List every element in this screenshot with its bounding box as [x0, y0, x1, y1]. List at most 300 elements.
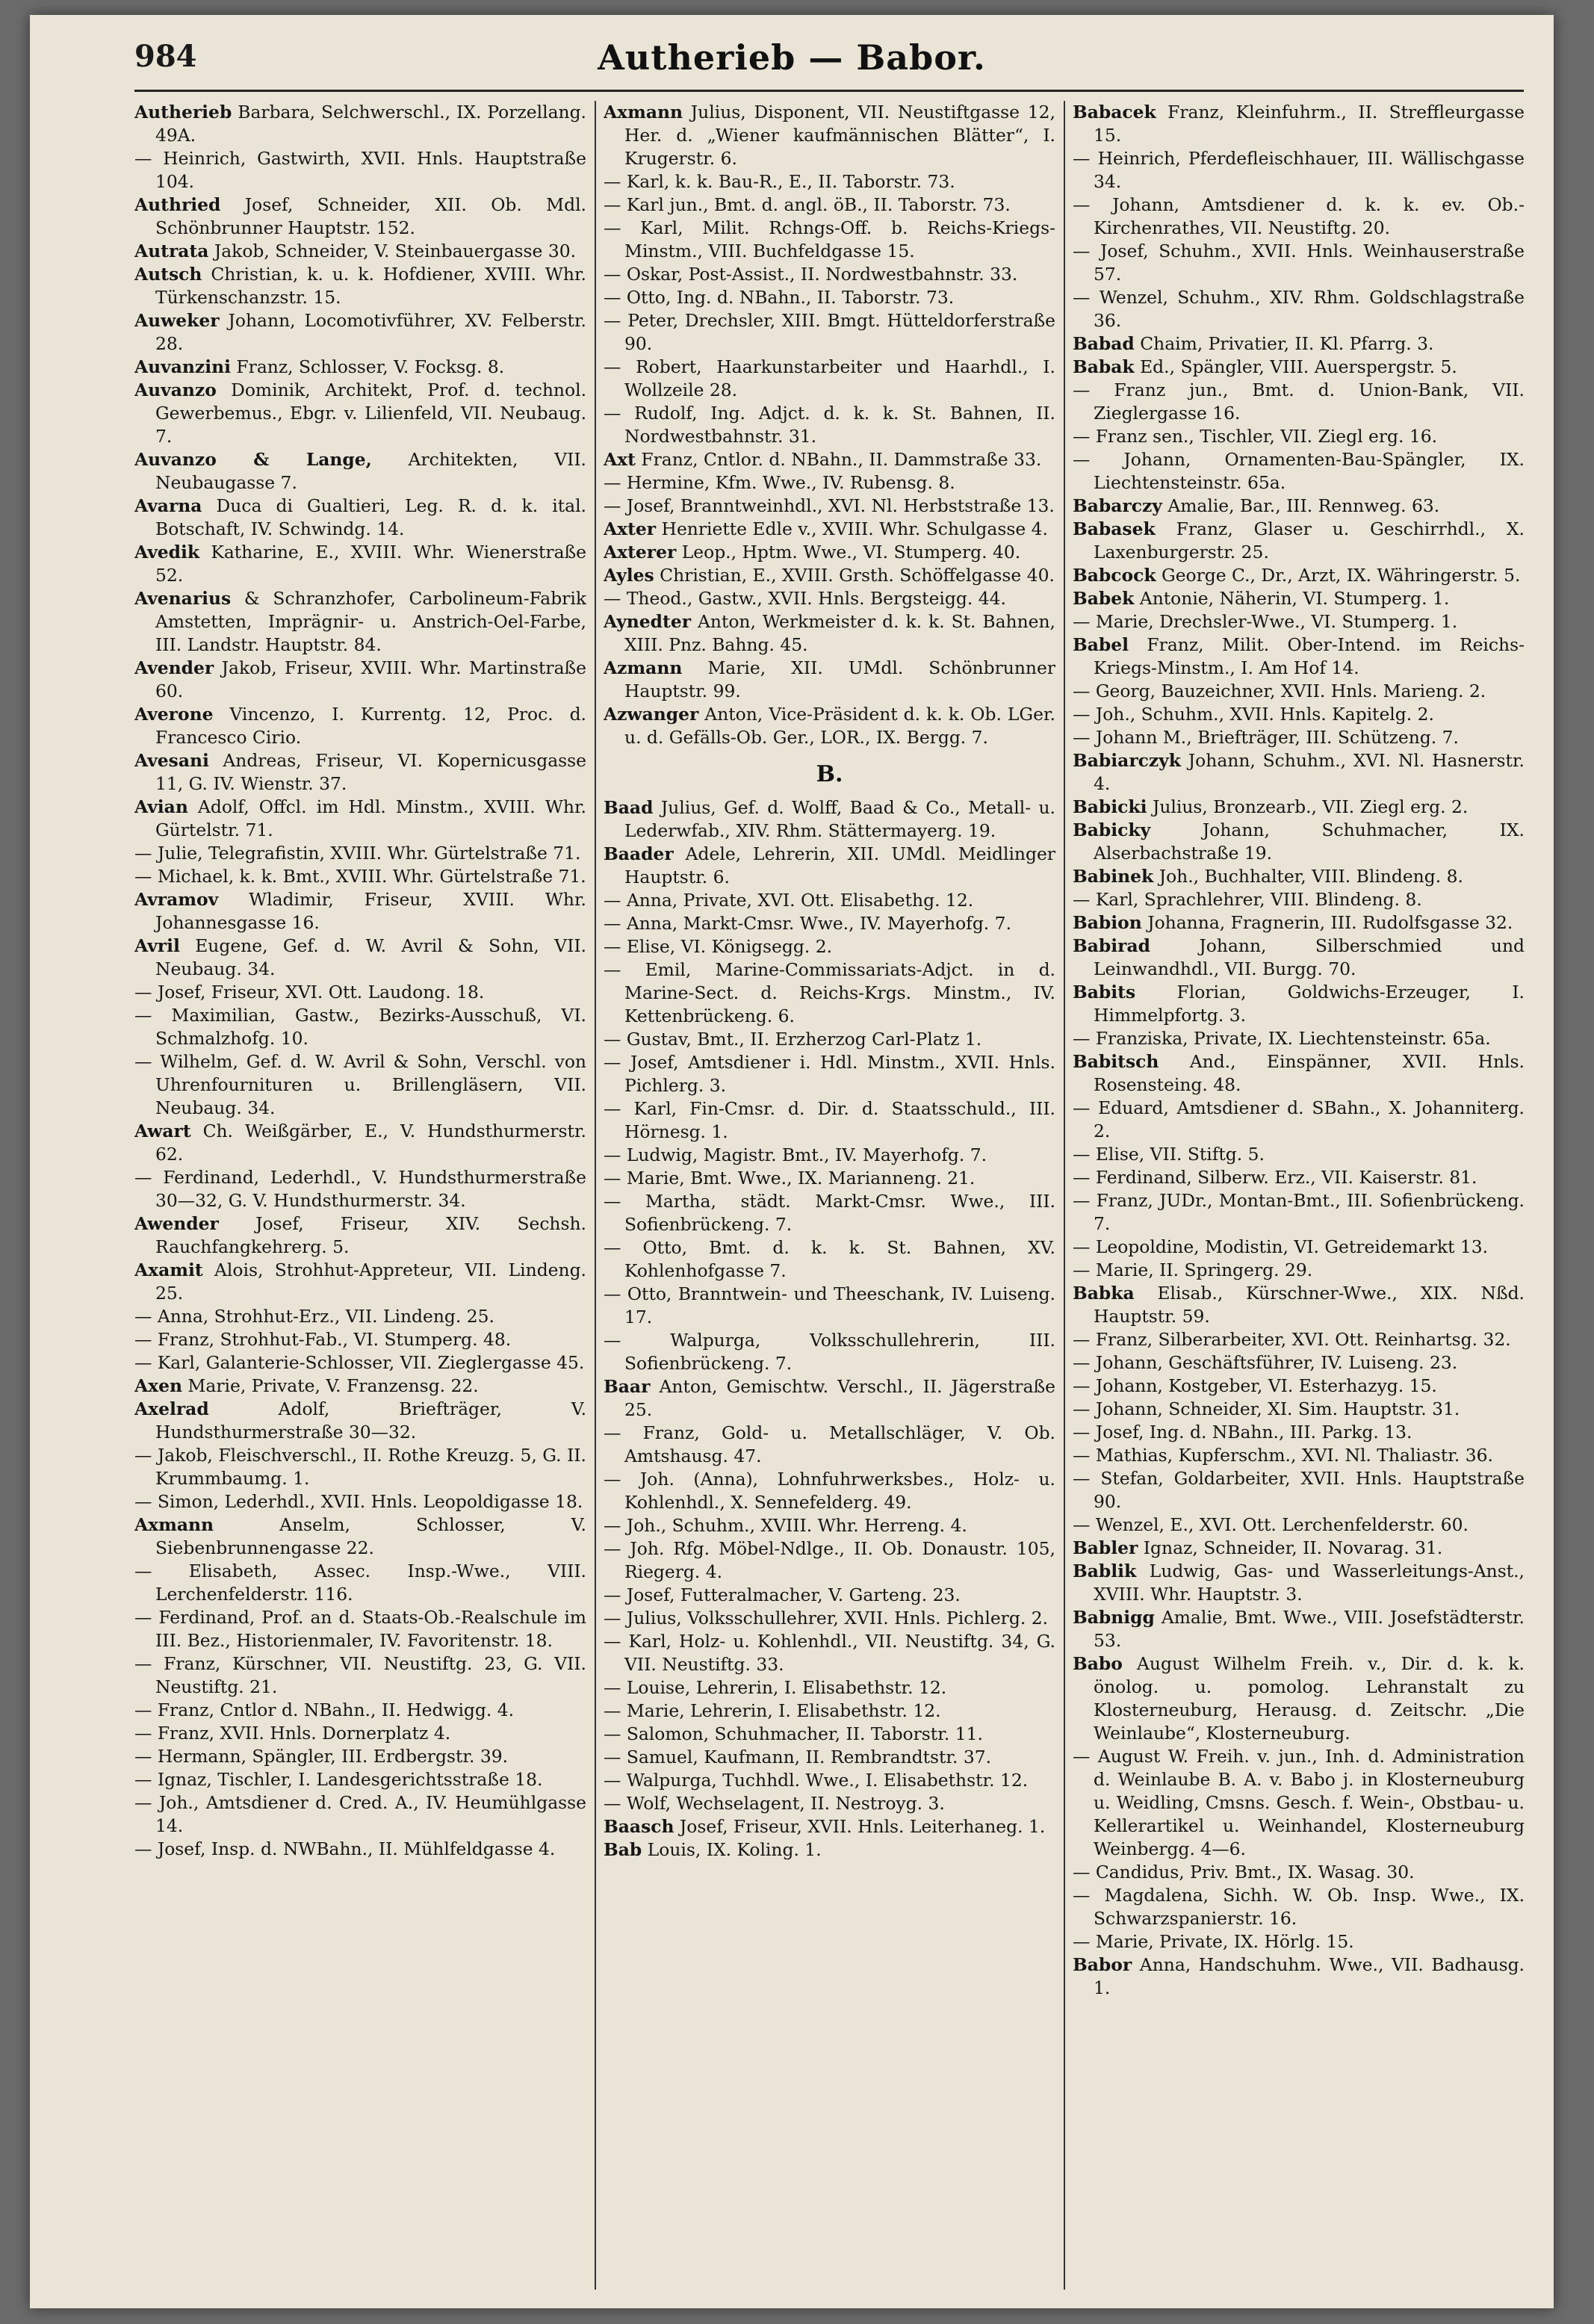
entry-text: Joh., Buchhalter, VIII. Blindeng. 8. — [1153, 866, 1463, 887]
directory-entry — [604, 1329, 1055, 1375]
entry-text: Chaim, Privatier, II. Kl. Pfarrg. 3. — [1134, 333, 1434, 354]
entry-text: — Franz, Strohhut-Fab., VI. Stumperg. 48. — [134, 1329, 512, 1350]
entry-text: — Marie, Bmt. Wwe., IX. Marianneng. 21. — [604, 1168, 976, 1189]
column-1 — [134, 101, 586, 2290]
entry-surname: Axt — [604, 449, 636, 470]
entry-text: — Marie, Lehrerin, I. Elisabethstr. 12. — [604, 1700, 941, 1721]
directory-entry — [1073, 1560, 1525, 1606]
directory-entry — [134, 193, 586, 240]
directory-entry — [134, 448, 586, 495]
entry-surname: Avenarius — [134, 588, 232, 609]
directory-entry — [604, 610, 1055, 657]
entry-text: — Johann, Kostgeber, VI. Esterhazyg. 15. — [1073, 1375, 1437, 1396]
entry-text: — Marie, II. Springerg. 29. — [1073, 1259, 1313, 1280]
directory-entry — [134, 1212, 586, 1259]
entry-surname: Aynedter — [604, 611, 692, 632]
directory-entry — [604, 1514, 1055, 1537]
entry-text: — Karl, Sprachlehrer, VIII. Blindeng. 8. — [1073, 889, 1422, 910]
entry-surname: Azwanger — [604, 704, 699, 725]
entry-surname: Babel — [1073, 634, 1129, 655]
entry-surname: Bab — [604, 1839, 642, 1860]
entry-surname: Babasek — [1073, 518, 1156, 539]
directory-entry — [134, 703, 586, 749]
directory-entry — [1073, 1606, 1525, 1652]
directory-entry — [134, 101, 586, 147]
entry-text: Adolf, Briefträger, V. Hundsthurmerstraße 30—32. — [155, 1398, 586, 1443]
entry-text: — Eduard, Amtsdiener d. SBahn., X. Johanniterg. 2. — [1073, 1097, 1525, 1141]
entry-text: — Elise, VII. Stiftg. 5. — [1073, 1144, 1265, 1165]
directory-entry — [604, 1792, 1055, 1815]
directory-entry — [604, 1723, 1055, 1746]
entry-surname: Baad — [604, 797, 654, 818]
entry-text: — Otto, Bmt. d. k. k. St. Bahnen, XV. Kohlenhofgasse 7. — [604, 1237, 1055, 1281]
header-rule — [134, 90, 1524, 92]
entry-text: — Emil, Marine-Commissariats-Adjct. in d. Marine-Sect. d. Reichs-Krgs. Minstm., IV. Kettenbrückeng. 6. — [604, 959, 1055, 1026]
entry-text: — Theod., Gastw., XVII. Hnls. Bergsteigg. 44. — [604, 588, 1006, 609]
entry-surname: Babinek — [1073, 866, 1154, 887]
entry-surname: Averone — [134, 704, 214, 725]
entry-text: — Heinrich, Gastwirth, XVII. Hnls. Hauptstraße 104. — [134, 148, 586, 192]
directory-entry — [604, 286, 1055, 309]
directory-entry — [134, 1444, 586, 1490]
directory-entry — [1073, 286, 1525, 332]
directory-entry — [604, 1190, 1055, 1236]
entry-surname: Babad — [1073, 333, 1135, 354]
directory-entry — [604, 1097, 1055, 1144]
entry-text: — Karl, Galanterie-Schlosser, VII. Zieglergasse 45. — [134, 1352, 585, 1373]
entry-text: Franz, Glaser u. Geschirrhdl., X. Laxenburgerstr. 25. — [1094, 518, 1525, 563]
directory-entry — [1073, 1861, 1525, 1884]
directory-entry — [134, 796, 586, 842]
directory-entry — [604, 402, 1055, 448]
entry-text: — Martha, städt. Markt-Cmsr. Wwe., III. Sofienbrückeng. 7. — [604, 1191, 1055, 1235]
entry-surname: Avender — [134, 657, 214, 678]
directory-entry — [1073, 193, 1525, 240]
entry-text: Adele, Lehrerin, XII. UMdl. Meidlinger Hauptstr. 6. — [624, 843, 1055, 887]
directory-entry — [134, 1050, 586, 1120]
directory-entry — [134, 495, 586, 541]
directory-entry — [1073, 332, 1525, 356]
directory-entry — [604, 356, 1055, 402]
directory-entry — [1073, 1166, 1525, 1189]
directory-entry — [1073, 564, 1525, 587]
entry-text: — Mathias, Kupferschm., XVI. Nl. Thaliastr. 36. — [1073, 1445, 1493, 1466]
directory-entry — [604, 1584, 1055, 1607]
entry-surname: Babacek — [1073, 102, 1156, 123]
directory-entry — [604, 1630, 1055, 1676]
entry-text: — Ferdinand, Prof. an d. Staats-Ob.-Realschule im III. Bez., Historienmaler, IV. Favoritenstr. 18. — [134, 1607, 586, 1651]
directory-entry — [134, 1513, 586, 1560]
entry-text: — Walpurga, Volksschullehrerin, III. Sofienbrückeng. 7. — [604, 1330, 1055, 1374]
entry-text: Julius, Disponent, VII. Neustiftgasse 12, Her. d. „Wiener kaufmännischen Blätter“, I. Krugerstr. 6. — [624, 102, 1055, 169]
entry-surname: Babcock — [1073, 565, 1156, 586]
entry-text: — Wilhelm, Gef. d. W. Avril & Sohn, Verschl. von Uhrenfournituren u. Brillengläsern, VII. Neubaug. 34. — [134, 1051, 586, 1118]
page-number: 984 — [134, 39, 197, 74]
running-head: Autherieb — Babor. — [598, 37, 986, 78]
entry-text: Johann, Schuhmacher, IX. Alserbachstraße 19. — [1094, 819, 1525, 864]
directory-entry — [604, 1468, 1055, 1514]
entry-text: — Joh. (Anna), Lohnfuhrwerksbes., Holz- u. Kohlenhdl., X. Sennefelderg. 49. — [604, 1469, 1055, 1513]
directory-entry — [1073, 703, 1525, 726]
entry-text: — Louise, Lehrerin, I. Elisabethstr. 12. — [604, 1677, 947, 1698]
entry-text: Wladimir, Friseur, XVIII. Whr. Johannesgasse 16. — [155, 889, 586, 933]
directory-entry — [134, 1652, 586, 1699]
directory-entry — [604, 796, 1055, 843]
entry-surname: Auvanzo — [134, 379, 217, 400]
column-divider — [1064, 101, 1065, 2290]
directory-entry — [604, 1375, 1055, 1422]
entry-text: — Ferdinand, Silberw. Erz., VII. Kaiserstr. 81. — [1073, 1167, 1477, 1188]
directory-entry — [604, 170, 1055, 193]
entry-text: — Elise, VI. Königsegg. 2. — [604, 936, 833, 957]
entry-surname: Axmann — [604, 102, 683, 123]
entry-surname: Awender — [134, 1213, 219, 1234]
entry-text: — Franziska, Private, IX. Liechtensteinstr. 65a. — [1073, 1028, 1491, 1049]
entry-surname: Avesani — [134, 750, 209, 771]
directory-entry — [604, 495, 1055, 518]
directory-entry — [134, 1166, 586, 1212]
directory-entry — [1073, 101, 1525, 147]
entry-text: Dominik, Architekt, Prof. d. technol. Gewerbemus., Ebgr. v. Lilienfeld, VII. Neubaug. 7. — [155, 379, 586, 447]
directory-entry — [134, 888, 586, 935]
entry-text: — Johann M., Briefträger, III. Schützeng. 7. — [1073, 727, 1459, 748]
entry-surname: Babicki — [1073, 796, 1147, 817]
directory-entry — [604, 1676, 1055, 1699]
entry-surname: Babion — [1073, 912, 1142, 933]
directory-entry — [134, 379, 586, 448]
entry-text: Barbara, Selchwerschl., IX. Porzellang. 49A. — [155, 102, 586, 146]
column-2 — [604, 101, 1055, 2290]
directory-entry — [1073, 1930, 1525, 1953]
directory-entry — [134, 1838, 586, 1861]
entry-text: George C., Dr., Arzt, IX. Währingerstr. 5. — [1156, 565, 1521, 586]
entry-text: — Johann, Geschäftsführer, IV. Luiseng. 23. — [1073, 1352, 1458, 1373]
entry-text: Josef, Friseur, XVII. Hnls. Leiterhaneg. 1. — [674, 1816, 1046, 1837]
entry-text: Anton, Werkmeister d. k. k. St. Bahnen, XIII. Pnz. Bahng. 45. — [624, 611, 1055, 655]
directory-entry — [604, 912, 1055, 935]
entry-surname: Auweker — [134, 310, 220, 331]
directory-entry — [134, 1722, 586, 1745]
directory-entry — [604, 958, 1055, 1028]
directory-entry — [604, 471, 1055, 495]
directory-entry — [1073, 888, 1525, 911]
entry-surname: Autherieb — [134, 102, 232, 123]
column-divider — [595, 101, 596, 2290]
entry-text: — Karl, Holz- u. Kohlenhdl., VII. Neustiftg. 34, G. VII. Neustiftg. 33. — [604, 1631, 1055, 1675]
directory-entry — [1073, 1537, 1525, 1560]
entry-surname: Avedik — [134, 542, 200, 563]
directory-entry — [1073, 1513, 1525, 1537]
directory-entry — [1073, 911, 1525, 935]
entry-text: Amalie, Bar., III. Rennweg. 63. — [1162, 495, 1440, 516]
entry-text: — Marie, Drechsler-Wwe., VI. Stumperg. 1. — [1073, 611, 1458, 632]
directory-entry — [1073, 680, 1525, 703]
entry-surname: Babo — [1073, 1653, 1123, 1674]
directory-entry — [1073, 147, 1525, 193]
directory-entry — [604, 1051, 1055, 1097]
directory-entry — [1073, 1050, 1525, 1097]
entry-text: Anton, Gemischtw. Verschl., II. Jägerstraße 25. — [624, 1376, 1055, 1420]
directory-entry — [134, 263, 586, 309]
directory-entry — [1073, 633, 1525, 680]
directory-entry — [1073, 749, 1525, 796]
entry-text: — Johann, Amtsdiener d. k. k. ev. Ob.-Kirchenrathes, VII. Neustiftg. 20. — [1073, 194, 1525, 238]
entry-text: — Wolf, Wechselagent, II. Nestroyg. 3. — [604, 1793, 945, 1814]
entry-surname: Babitsch — [1073, 1051, 1159, 1072]
entry-text: — Franz jun., Bmt. d. Union-Bank, VII. Zieglergasse 16. — [1073, 379, 1525, 424]
entry-text: — Magdalena, Sichh. W. Ob. Insp. Wwe., IX. Schwarzspanierstr. 16. — [1073, 1885, 1525, 1929]
entry-text: — Robert, Haarkunstarbeiter und Haarhdl., I. Wollzeile 28. — [604, 356, 1055, 400]
entry-text: — Simon, Lederhdl., XVII. Hnls. Leopoldigasse 18. — [134, 1491, 583, 1512]
section-letter: B. — [816, 761, 843, 787]
entry-text: Johanna, Fragnerin, III. Rudolfsgasse 32. — [1141, 912, 1513, 933]
directory-entry — [604, 703, 1055, 749]
directory-entry — [134, 587, 586, 657]
entry-text: — Stefan, Goldarbeiter, XVII. Hnls. Hauptstraße 90. — [1073, 1468, 1525, 1512]
entry-text: Henriette Edle v., XVIII. Whr. Schulgasse 4. — [656, 518, 1048, 539]
directory-entry — [134, 1768, 586, 1791]
entry-text: — Josef, Amtsdiener i. Hdl. Minstm., XVII. Hnls. Pichlerg. 3. — [604, 1052, 1055, 1096]
entry-text: — Josef, Schuhm., XVII. Hnls. Weinhauserstraße 57. — [1073, 241, 1525, 285]
entry-surname: Authried — [134, 194, 221, 215]
entry-text: — Gustav, Bmt., II. Erzherzog Carl-Platz 1. — [604, 1029, 982, 1050]
entry-text: — Julius, Volksschullehrer, XVII. Hnls. Pichlerg. 2. — [604, 1608, 1049, 1629]
directory-entry — [1073, 981, 1525, 1027]
directory-entry — [604, 1236, 1055, 1283]
directory-entry — [134, 981, 586, 1004]
directory-entry — [604, 1167, 1055, 1190]
entry-text: — Otto, Ing. d. NBahn., II. Taborstr. 73. — [604, 287, 955, 308]
entry-text: — Anna, Strohhut-Erz., VII. Lindeng. 25. — [134, 1306, 494, 1327]
directory-entry — [134, 1375, 586, 1398]
directory-entry — [1073, 796, 1525, 819]
entry-text: — Josef, Friseur, XVI. Ott. Laudong. 18. — [134, 982, 485, 1003]
entry-surname: Avian — [134, 796, 188, 817]
entry-text: Julius, Bronzearb., VII. Ziegl erg. 2. — [1147, 796, 1469, 817]
entry-surname: Babarczy — [1073, 495, 1162, 516]
directory-entry — [604, 1699, 1055, 1723]
entry-text: Julius, Gef. d. Wolff, Baad & Co., Metall- u. Lederwfab., XIV. Rhm. Stättermayerg. 19. — [624, 797, 1055, 841]
entry-text: — Franz, Kürschner, VII. Neustiftg. 23, G. VII. Neustiftg. 21. — [134, 1653, 586, 1697]
directory-entry — [1073, 425, 1525, 448]
entry-surname: Babits — [1073, 982, 1136, 1003]
entry-text: Ch. Weißgärber, E., V. Hundsthurmerstr. 62. — [155, 1121, 586, 1165]
entry-text: — Rudolf, Ing. Adjct. d. k. k. St. Bahnen, II. Nordwestbahnstr. 31. — [604, 403, 1055, 447]
entry-text: — Samuel, Kaufmann, II. Rembrandtstr. 37. — [604, 1747, 992, 1767]
directory-entry — [1073, 1097, 1525, 1143]
entry-surname: Awart — [134, 1121, 191, 1141]
directory-entry — [604, 1769, 1055, 1792]
entry-surname: Babka — [1073, 1283, 1135, 1304]
directory-entry — [604, 263, 1055, 286]
entry-text: — Elisabeth, Assec. Insp.-Wwe., VIII. Lerchenfelderstr. 116. — [134, 1561, 586, 1605]
directory-entry — [604, 1815, 1055, 1838]
entry-surname: Baar — [604, 1376, 651, 1397]
directory-entry — [1073, 1745, 1525, 1861]
directory-entry — [134, 1745, 586, 1768]
entry-text: Johann, Schuhm., XVI. Nl. Hasnerstr. 4. — [1094, 750, 1525, 794]
directory-entry — [134, 1398, 586, 1444]
directory-entry — [604, 1283, 1055, 1329]
directory-entry — [134, 1305, 586, 1328]
entry-text: — Otto, Branntwein- und Theeschank, IV. Luiseng. 17. — [604, 1283, 1055, 1327]
directory-entry — [1073, 1328, 1525, 1351]
entry-text: And., Einspänner, XVII. Hnls. Rosensteing. 48. — [1094, 1051, 1525, 1095]
entry-surname: Bablik — [1073, 1561, 1137, 1581]
directory-entry — [604, 1607, 1055, 1630]
directory-entry — [1073, 1351, 1525, 1375]
directory-entry — [1073, 1282, 1525, 1328]
entry-text: — Franz, XVII. Hnls. Dornerplatz 4. — [134, 1723, 451, 1744]
directory-entry — [1073, 1467, 1525, 1513]
directory-entry — [1073, 518, 1525, 564]
entry-surname: Autrata — [134, 241, 209, 261]
directory-entry — [604, 448, 1055, 471]
entry-surname: Avril — [134, 935, 180, 956]
directory-entry — [1073, 448, 1525, 495]
entry-text: Ed., Spängler, VIII. Auerspergstr. 5. — [1134, 356, 1457, 377]
directory-entry — [604, 101, 1055, 170]
entry-text: — Julie, Telegrafistin, XVIII. Whr. Gürtelstraße 71. — [134, 843, 581, 864]
directory-entry — [604, 564, 1055, 587]
entry-surname: Babirad — [1073, 935, 1151, 956]
directory-entry — [1073, 1421, 1525, 1444]
directory-entry — [604, 1144, 1055, 1167]
entry-text: — Wenzel, Schuhm., XIV. Rhm. Goldschlagstraße 36. — [1073, 287, 1525, 331]
directory-entry — [1073, 819, 1525, 865]
entry-text: Elisab., Kürschner-Wwe., XIX. Nßd. Hauptstr. 59. — [1094, 1283, 1525, 1327]
entry-text: Johann, Locomotivführer, XV. Felberstr. 28. — [155, 310, 586, 354]
directory-entry — [604, 843, 1055, 889]
directory-entry — [134, 1004, 586, 1050]
entry-text: — Joh. Rfg. Möbel-Ndlge., II. Ob. Donaustr. 105, Riegerg. 4. — [604, 1538, 1055, 1582]
entry-text: Amalie, Bmt. Wwe., VIII. Josefstädterstr. 53. — [1094, 1607, 1525, 1651]
directory-entry — [1073, 587, 1525, 610]
directory-entry — [604, 518, 1055, 541]
directory-entry — [1073, 356, 1525, 379]
directory-entry — [134, 541, 586, 587]
directory-entry — [1073, 865, 1525, 888]
entry-text: Antonie, Näherin, VI. Stumperg. 1. — [1134, 588, 1450, 609]
directory-columns — [134, 101, 1524, 2290]
directory-entry — [1073, 1375, 1525, 1398]
entry-text: — Ferdinand, Lederhdl., V. Hundsthurmerstraße 30—32, G. V. Hundsthurmerstr. 34. — [134, 1167, 586, 1211]
directory-entry — [604, 587, 1055, 610]
entry-surname: Axen — [134, 1375, 182, 1396]
entry-text: — Peter, Drechsler, XIII. Bmgt. Hütteldorferstraße 90. — [604, 310, 1055, 354]
entry-surname: Auvanzini — [134, 356, 231, 377]
directory-entry — [604, 1746, 1055, 1769]
entry-text: August Wilhelm Freih. v., Dir. d. k. k. önolog. u. pomolog. Lehranstalt zu Klosterneuburg, Herausg. d. Zeitschr. „Die Weinlaube“, Klosterneuburg. — [1094, 1653, 1525, 1744]
entry-text: — Anna, Markt-Cmsr. Wwe., IV. Mayerhofg. 7. — [604, 913, 1011, 934]
entry-surname: Baader — [604, 843, 674, 864]
directory-entry — [134, 1699, 586, 1722]
entry-text: — Franz, Cntlor d. NBahn., II. Hedwigg. 4. — [134, 1699, 515, 1720]
entry-surname: Ayles — [604, 565, 654, 586]
entry-text: — Joh., Schuhm., XVIII. Whr. Herreng. 4. — [604, 1515, 967, 1536]
directory-entry — [134, 749, 586, 796]
entry-text: Marie, Private, V. Franzensg. 22. — [182, 1375, 479, 1396]
directory-entry — [604, 889, 1055, 912]
entry-text: Adolf, Offcl. im Hdl. Minstm., XVIII. Whr. Gürtelstr. 71. — [155, 796, 586, 840]
directory-entry — [1073, 1027, 1525, 1050]
entry-text: — Franz, JUDr., Montan-Bmt., III. Sofienbrückeng. 7. — [1073, 1190, 1525, 1234]
entry-text: — Josef, Branntweinhdl., XVI. Nl. Herbststraße 13. — [604, 495, 1055, 516]
directory-entry — [134, 309, 586, 356]
directory-entry — [1073, 1259, 1525, 1282]
entry-text: Franz, Schlosser, V. Focksg. 8. — [230, 356, 505, 377]
directory-entry — [604, 1422, 1055, 1468]
entry-text: Katharine, E., XVIII. Whr. Wienerstraße 52. — [155, 542, 586, 586]
directory-entry — [134, 1328, 586, 1351]
directory-entry — [134, 1560, 586, 1606]
entry-surname: Azmann — [604, 657, 683, 678]
directory-entry — [134, 147, 586, 193]
entry-text: Anna, Handschuhm. Wwe., VII. Badhausg. 1. — [1094, 1954, 1525, 1998]
entry-text: Jakob, Friseur, XVIII. Whr. Martinstraße 60. — [155, 657, 586, 701]
directory-entry — [604, 193, 1055, 217]
entry-surname: Baasch — [604, 1816, 674, 1837]
entry-text: — Marie, Private, IX. Hörlg. 15. — [1073, 1931, 1354, 1952]
directory-entry — [604, 1537, 1055, 1584]
directory-entry — [604, 1028, 1055, 1051]
entry-surname: Babek — [1073, 588, 1135, 609]
entry-surname: Babler — [1073, 1537, 1138, 1558]
directory-entry — [604, 935, 1055, 958]
entry-text: Christian, E., XVIII. Grsth. Schöffelgasse 40. — [654, 565, 1055, 586]
entry-text: Eugene, Gef. d. W. Avril & Sohn, VII. Neubaug. 34. — [155, 935, 586, 979]
entry-surname: Babiarczyk — [1073, 750, 1181, 771]
directory-entry — [604, 217, 1055, 263]
entry-text: — Salomon, Schuhmacher, II. Taborstr. 11. — [604, 1723, 983, 1744]
entry-text: & Schranzhofer, Carbolineum-Fabrik Amstetten, Imprägnir- u. Anstrich-Oel-Farbe, III. Landstr. Hauptstr. 84. — [155, 588, 586, 655]
entry-text: — Franz sen., Tischler, VII. Ziegl erg. 16. — [1073, 426, 1438, 447]
entry-text: Josef, Friseur, XIV. Sechsh. Rauchfangkehrerg. 5. — [155, 1213, 586, 1257]
entry-text: — Oskar, Post-Assist., II. Nordwestbahnstr. 33. — [604, 264, 1018, 285]
directory-entry — [134, 1490, 586, 1513]
column-3 — [1073, 101, 1525, 2290]
entry-text: — Ignaz, Tischler, I. Landesgerichtsstraße 18. — [134, 1769, 543, 1790]
entry-text: — Jakob, Fleischverschl., II. Rothe Kreuzg. 5, G. II. Krummbaumg. 1. — [134, 1445, 586, 1489]
entry-text: — Michael, k. k. Bmt., XVIII. Whr. Gürtelstraße 71. — [134, 866, 586, 887]
entry-surname: Avarna — [134, 495, 202, 516]
directory-entry — [1073, 1444, 1525, 1467]
entry-text: Andreas, Friseur, VI. Kopernicusgasse 11, G. IV. Wienstr. 37. — [155, 750, 586, 794]
directory-entry — [134, 356, 586, 379]
entry-text: Christian, k. u. k. Hofdiener, XVIII. Whr. Türkenschanzstr. 15. — [155, 264, 586, 308]
entry-surname: Axmann — [134, 1514, 214, 1535]
entry-text: — Candidus, Priv. Bmt., IX. Wasag. 30. — [1073, 1862, 1415, 1883]
entry-text: Vincenzo, I. Kurrentg. 12, Proc. d. Francesco Cirio. — [155, 704, 586, 748]
entry-text: — Wenzel, E., XVI. Ott. Lerchenfelderstr. 60. — [1073, 1514, 1469, 1535]
entry-text: Marie, XII. UMdl. Schönbrunner Hauptstr. 99. — [624, 657, 1055, 701]
entry-surname: Autsch — [134, 264, 202, 285]
entry-surname: Axelrad — [134, 1398, 209, 1419]
entry-text: — Leopoldine, Modistin, VI. Getreidemarkt 13. — [1073, 1236, 1489, 1257]
entry-text: Leop., Hptm. Wwe., VI. Stumperg. 40. — [676, 542, 1021, 563]
entry-text: Louis, IX. Koling. 1. — [642, 1839, 822, 1860]
directory-entry — [134, 657, 586, 703]
directory-entry — [1073, 1652, 1525, 1745]
directory-entry — [134, 935, 586, 981]
entry-surname: Axter — [604, 518, 657, 539]
directory-entry — [604, 1838, 1055, 1862]
directory-entry — [134, 1351, 586, 1375]
directory-entry — [1073, 610, 1525, 633]
entry-text: — Johann, Ornamenten-Bau-Spängler, IX. Liechtensteinstr. 65a. — [1073, 449, 1525, 493]
entry-surname: Axterer — [604, 542, 677, 563]
entry-text: — Joh., Schuhm., XVII. Hnls. Kapitelg. 2. — [1073, 704, 1434, 725]
